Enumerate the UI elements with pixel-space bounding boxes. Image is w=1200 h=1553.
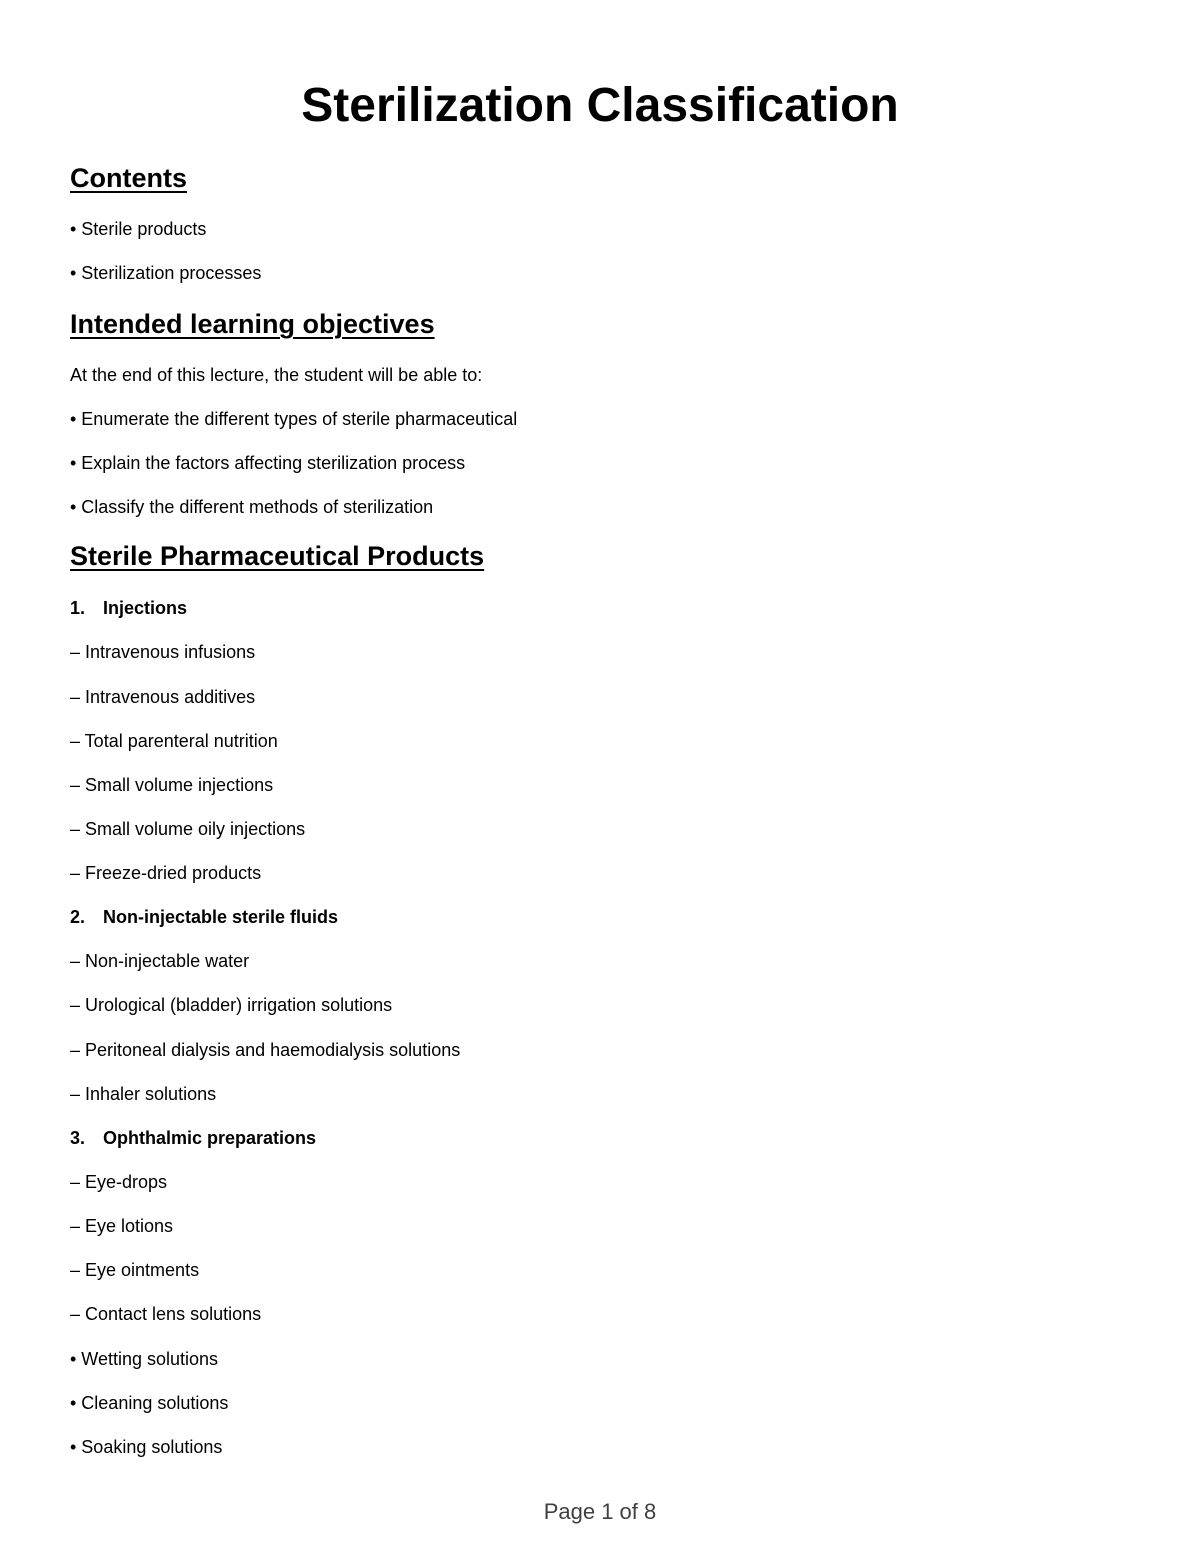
group-number: 3. bbox=[70, 1128, 86, 1148]
objective-item-text: • Explain the factors affecting sterilization process bbox=[70, 453, 466, 473]
product-item-text: – Eye lotions bbox=[70, 1216, 174, 1236]
contents-section bbox=[70, 160, 1130, 196]
objective-item-text: • Classify the different methods of sterilization bbox=[70, 497, 434, 517]
product-item-text: – Peritoneal dialysis and haemodialysis solutions bbox=[70, 1040, 461, 1060]
objectives-intro bbox=[70, 364, 1130, 386]
product-item bbox=[70, 1348, 1130, 1370]
product-item bbox=[70, 862, 1130, 884]
contents-heading: Contents bbox=[70, 163, 187, 193]
product-item-text: – Eye-drops bbox=[70, 1172, 168, 1192]
product-item bbox=[70, 1171, 1130, 1193]
product-item-text: – Non-injectable water bbox=[70, 951, 250, 971]
product-item-text: • Soaking solutions bbox=[70, 1437, 223, 1457]
contents-item-text: • Sterilization processes bbox=[70, 263, 262, 283]
objective-item bbox=[70, 452, 1130, 474]
product-item-text: – Small volume oily injections bbox=[70, 819, 306, 839]
product-item-text: – Inhaler solutions bbox=[70, 1084, 217, 1104]
group-title: Injections bbox=[103, 598, 188, 618]
product-item-text: – Intravenous additives bbox=[70, 687, 256, 707]
page-number-footer: Page 1 of 8 bbox=[543, 1499, 657, 1524]
group-title: Non-injectable sterile fluids bbox=[103, 907, 339, 927]
product-item bbox=[70, 950, 1130, 972]
objectives-heading: Intended learning objectives bbox=[70, 309, 435, 339]
product-item-text: – Total parenteral nutrition bbox=[70, 731, 278, 751]
product-item bbox=[70, 1039, 1130, 1061]
product-item bbox=[70, 1215, 1130, 1237]
product-item bbox=[70, 774, 1130, 796]
product-item bbox=[70, 1392, 1130, 1414]
product-item-text: – Contact lens solutions bbox=[70, 1304, 262, 1324]
contents-item-text: • Sterile products bbox=[70, 219, 207, 239]
product-item-text: – Eye ointments bbox=[70, 1260, 200, 1280]
product-item bbox=[70, 1303, 1130, 1325]
product-item-text: – Urological (bladder) irrigation solutions bbox=[70, 995, 393, 1015]
product-item bbox=[70, 818, 1130, 840]
product-item bbox=[70, 686, 1130, 708]
group-number: 1. bbox=[70, 598, 86, 618]
products-heading: Sterile Pharmaceutical Products bbox=[70, 541, 485, 571]
objectives-intro-text: At the end of this lecture, the student will be able to: bbox=[70, 365, 483, 385]
contents-item bbox=[70, 262, 1130, 284]
product-item-text: – Freeze-dried products bbox=[70, 863, 262, 883]
product-item-text: – Intravenous infusions bbox=[70, 642, 256, 662]
objectives-section bbox=[70, 306, 1130, 342]
product-group-title bbox=[70, 597, 1130, 619]
product-item bbox=[70, 641, 1130, 663]
products-section bbox=[70, 538, 1130, 574]
product-group-title bbox=[70, 1127, 1130, 1149]
group-number: 2. bbox=[70, 907, 86, 927]
product-item-text: • Cleaning solutions bbox=[70, 1393, 229, 1413]
product-item bbox=[70, 1436, 1130, 1458]
product-item bbox=[70, 1083, 1130, 1105]
product-item bbox=[70, 994, 1130, 1016]
product-group-title bbox=[70, 906, 1130, 928]
product-item bbox=[70, 1259, 1130, 1281]
objective-item bbox=[70, 408, 1130, 430]
objective-item-text: • Enumerate the different types of sterile pharmaceutical bbox=[70, 409, 518, 429]
product-item-text: • Wetting solutions bbox=[70, 1349, 219, 1369]
product-item-text: – Small volume injections bbox=[70, 775, 274, 795]
group-title: Ophthalmic preparations bbox=[103, 1128, 317, 1148]
product-item bbox=[70, 730, 1130, 752]
document-title: Sterilization Classification bbox=[301, 79, 899, 132]
contents-item bbox=[70, 218, 1130, 240]
objective-item bbox=[70, 496, 1130, 518]
